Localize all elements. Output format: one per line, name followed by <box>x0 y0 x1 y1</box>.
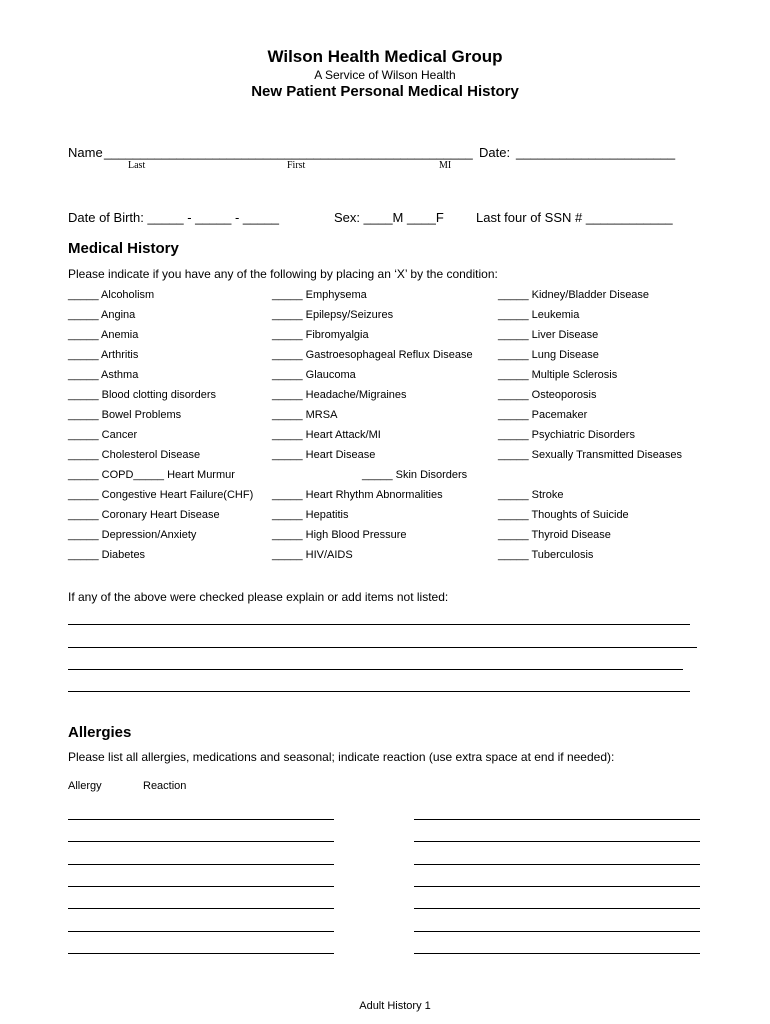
medical-history-heading: Medical History <box>68 240 179 257</box>
condition-item[interactable]: _____ Tuberculosis <box>498 549 594 561</box>
condition-item[interactable]: _____ Gastroesophageal Reflux Disease <box>272 349 473 361</box>
condition-item[interactable]: _____ Blood clotting disorders <box>68 389 216 401</box>
condition-item[interactable]: _____ Multiple Sclerosis <box>498 369 618 381</box>
date-field[interactable]: ______________________ <box>516 145 676 160</box>
explain-line[interactable] <box>68 691 690 692</box>
allergy-input-line[interactable] <box>68 841 334 842</box>
reaction-input-line[interactable] <box>414 931 700 932</box>
condition-item[interactable]: _____ Heart Disease <box>272 449 376 461</box>
allergy-input-line[interactable] <box>68 819 334 820</box>
allergy-column-label: Allergy <box>68 780 102 792</box>
allergy-input-line[interactable] <box>68 864 334 865</box>
condition-item[interactable]: _____ Depression/Anxiety <box>68 529 197 541</box>
allergies-heading: Allergies <box>68 724 132 741</box>
condition-item[interactable]: _____ Congestive Heart Failure(CHF) <box>68 489 254 501</box>
condition-item[interactable]: _____ Skin Disorders <box>362 469 468 481</box>
allergy-input-line[interactable] <box>68 953 334 954</box>
reaction-input-line[interactable] <box>414 864 700 865</box>
condition-item[interactable]: _____ Asthma <box>68 369 139 381</box>
org-name: Wilson Health Medical Group <box>267 47 503 66</box>
name-field[interactable]: ___________________________________________________ <box>104 145 473 160</box>
explain-line[interactable] <box>68 624 690 625</box>
allergies-instruction: Please list all allergies, medications and seasonal; indicate reaction (use extra space at end if needed): <box>68 750 615 764</box>
allergy-input-line[interactable] <box>68 886 334 887</box>
explain-prompt: If any of the above were checked please explain or add items not listed: <box>68 590 449 604</box>
condition-item[interactable]: _____ Arthritis <box>68 349 139 361</box>
reaction-input-line[interactable] <box>414 819 700 820</box>
explain-line[interactable] <box>68 669 683 670</box>
reaction-input-line[interactable] <box>414 908 700 909</box>
condition-item[interactable]: _____ Glaucoma <box>272 369 356 381</box>
reaction-input-line[interactable] <box>414 953 700 954</box>
condition-item[interactable]: _____ Thoughts of Suicide <box>498 509 629 521</box>
medical-history-instruction: Please indicate if you have any of the following by placing an ‘X’ by the condition: <box>68 267 498 281</box>
condition-item[interactable]: _____ Cholesterol Disease <box>68 449 201 461</box>
condition-item[interactable]: _____ Cancer <box>68 429 138 441</box>
first-name-caption: First <box>287 160 306 171</box>
last-name-caption: Last <box>128 160 146 171</box>
condition-item[interactable]: _____ Fibromyalgia <box>272 329 369 341</box>
condition-item[interactable]: _____ Emphysema <box>272 289 367 301</box>
condition-item[interactable]: _____ Heart Rhythm Abnormalities <box>272 489 443 501</box>
condition-item[interactable]: _____ High Blood Pressure <box>272 529 407 541</box>
condition-item[interactable]: _____ Lung Disease <box>498 349 599 361</box>
condition-item[interactable]: _____ Headache/Migraines <box>272 389 407 401</box>
name-label: Name <box>68 145 103 160</box>
condition-item[interactable]: _____ Osteoporosis <box>498 389 597 401</box>
condition-item[interactable]: _____ Sexually Transmitted Diseases <box>498 449 683 461</box>
condition-item[interactable]: _____ Stroke <box>498 489 564 501</box>
date-label: Date: <box>479 145 511 160</box>
dob-field[interactable]: Date of Birth: _____ - _____ - _____ <box>68 210 280 225</box>
condition-item[interactable]: _____ COPD_____ Heart Murmur <box>68 469 235 481</box>
condition-item[interactable]: _____ Anemia <box>68 329 139 341</box>
condition-item[interactable]: _____ Coronary Heart Disease <box>68 509 220 521</box>
allergy-input-line[interactable] <box>68 908 334 909</box>
condition-item[interactable]: _____ Pacemaker <box>498 409 588 421</box>
condition-item[interactable]: _____ Epilepsy/Seizures <box>272 309 394 321</box>
condition-item[interactable]: _____ Psychiatric Disorders <box>498 429 635 441</box>
condition-item[interactable]: _____ Kidney/Bladder Disease <box>498 289 650 301</box>
condition-item[interactable]: _____ Bowel Problems <box>68 409 182 421</box>
explain-line[interactable] <box>68 647 697 648</box>
condition-item[interactable]: _____ Hepatitis <box>272 509 349 521</box>
condition-item[interactable]: _____ Leukemia <box>498 309 580 321</box>
reaction-column-label: Reaction <box>143 780 187 792</box>
condition-item[interactable]: _____ HIV/AIDS <box>272 549 353 561</box>
form-title: New Patient Personal Medical History <box>251 83 519 100</box>
reaction-input-line[interactable] <box>414 841 700 842</box>
service-subtitle: A Service of Wilson Health <box>314 68 456 82</box>
condition-item[interactable]: _____ Thyroid Disease <box>498 529 611 541</box>
ssn-field[interactable]: Last four of SSN # ____________ <box>476 210 673 225</box>
condition-item[interactable]: _____ Angina <box>68 309 136 321</box>
condition-item[interactable]: _____ Heart Attack/MI <box>272 429 381 441</box>
condition-item[interactable]: _____ MRSA <box>272 409 338 421</box>
page-footer: Adult History 1 <box>359 1000 431 1012</box>
reaction-input-line[interactable] <box>414 886 700 887</box>
condition-item[interactable]: _____ Liver Disease <box>498 329 599 341</box>
middle-initial-caption: MI <box>439 160 452 171</box>
condition-item[interactable]: _____ Diabetes <box>68 549 146 561</box>
condition-item[interactable]: _____ Alcoholism <box>68 289 155 301</box>
allergy-input-line[interactable] <box>68 931 334 932</box>
sex-field[interactable]: Sex: ____M ____F <box>334 210 444 225</box>
